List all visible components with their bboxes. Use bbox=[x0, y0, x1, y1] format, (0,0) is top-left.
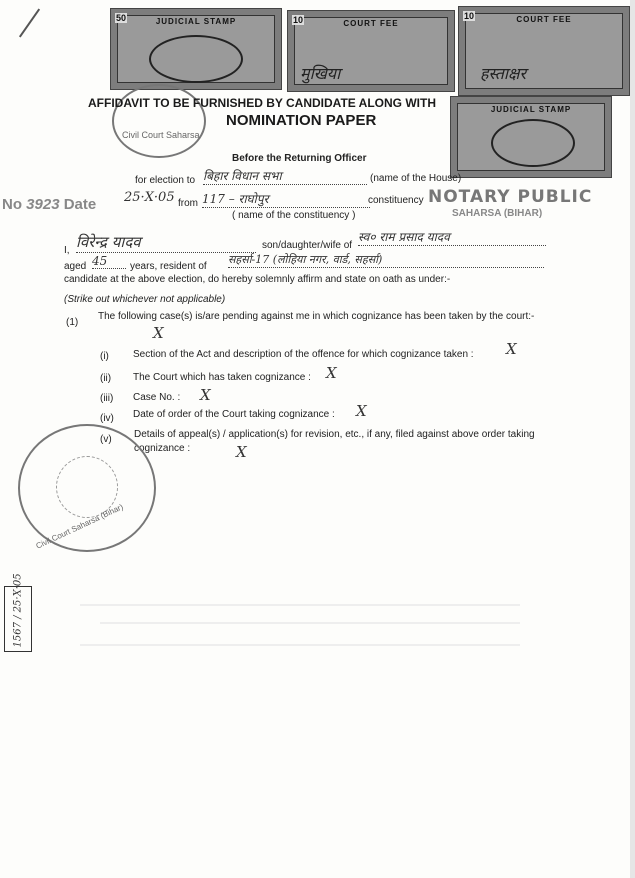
ink-mark bbox=[19, 8, 63, 53]
from-label: from bbox=[178, 198, 198, 209]
stamp-label: JUDICIAL STAMP bbox=[490, 105, 572, 114]
stamp-value: 10 bbox=[293, 15, 304, 25]
constituency-note: ( name of the constituency ) bbox=[232, 210, 356, 221]
side-note-text: 1567 / 25·X·05 bbox=[12, 573, 24, 648]
aged-label: aged bbox=[64, 261, 87, 272]
subitem-mark: X bbox=[326, 364, 337, 382]
subitem-num: (v) bbox=[100, 434, 112, 445]
subitem-num: (i) bbox=[100, 351, 109, 362]
no-label: No bbox=[2, 196, 22, 213]
strike-note: (Strike out whichever not applicable) bbox=[64, 294, 226, 305]
subitem-mark: X bbox=[236, 443, 247, 461]
subitem-text: Date of order of the Court taking cognizance : bbox=[133, 409, 335, 420]
stamp-label: COURT FEE bbox=[343, 19, 399, 28]
stamp-value: 50 bbox=[116, 13, 127, 23]
page-edge bbox=[630, 0, 635, 878]
court-seal-left bbox=[18, 424, 156, 552]
constituency-value: 117 – राघोपुर bbox=[202, 190, 370, 208]
house-value: बिहार विधान सभा bbox=[203, 167, 367, 185]
item-number: (1) bbox=[66, 317, 79, 328]
subitem-text: Details of appeal(s) / application(s) for revision, etc., if any, filed against above order taking cognizance : bbox=[134, 429, 535, 454]
registration-number bbox=[2, 196, 96, 213]
stamp-emblem-icon bbox=[149, 35, 243, 83]
signature-2: हस्ताक्षर bbox=[480, 64, 527, 83]
address-value: सहर्सा-17 (लोहिया नगर, वार्ड, सहर्सा) bbox=[228, 252, 544, 268]
subitem-mark: X bbox=[356, 402, 367, 420]
stamp-value: 10 bbox=[464, 11, 475, 21]
notary-title: NOTARY PUBLIC bbox=[428, 187, 593, 207]
stamp-emblem-icon bbox=[491, 119, 575, 167]
subitem-num: (iv) bbox=[100, 413, 114, 424]
subitem-text: Section of the Act and description of the offence for which cognizance taken : bbox=[133, 349, 474, 360]
side-note-box bbox=[4, 573, 32, 652]
subitem-mark: X bbox=[200, 386, 211, 404]
subitem-mark: X bbox=[506, 340, 517, 358]
judicial-stamp-2 bbox=[450, 96, 612, 178]
item-mark: X bbox=[153, 324, 164, 342]
seal-text: Civil Court Saharsa (Bihar) bbox=[34, 502, 125, 551]
item-text: The following case(s) is/are pending against me in which cognizance has been taken by the court:- bbox=[98, 311, 535, 322]
affirmation-statement: candidate at the above election, do hereby solemnly affirm and state on oath as under:- bbox=[64, 274, 451, 285]
for-election-label: for election to bbox=[135, 175, 196, 186]
page-title-line1: AFFIDAVIT TO BE FURNISHED BY CANDIDATE ALONG WITH bbox=[88, 96, 436, 110]
subitem-num: (iii) bbox=[100, 393, 114, 404]
i-label: I, bbox=[64, 245, 70, 256]
deponent-name: विरेन्द्र यादव bbox=[76, 232, 256, 253]
seal-text: Civil Court Saharsa bbox=[122, 130, 200, 140]
stamp-label: COURT FEE bbox=[516, 15, 572, 24]
house-suffix: (name of the House) bbox=[370, 173, 462, 184]
judicial-stamp-1 bbox=[110, 8, 282, 90]
stamp-label: JUDICIAL STAMP bbox=[155, 17, 237, 26]
years-resident-label: years, resident of bbox=[130, 261, 207, 272]
notary-place: SAHARSA (BIHAR) bbox=[452, 208, 543, 219]
signature-1: मुखिया bbox=[300, 64, 341, 83]
before-returning-officer: Before the Returning Officer bbox=[232, 153, 367, 164]
subitem-num: (ii) bbox=[100, 373, 112, 384]
bleed-through-text bbox=[80, 604, 520, 606]
no-value: 3923 bbox=[26, 196, 60, 213]
parent-name: स्व० राम प्रसाद यादव bbox=[358, 228, 546, 246]
page-title-line2: NOMINATION PAPER bbox=[226, 112, 377, 129]
relation-label: son/daughter/wife of bbox=[262, 240, 353, 251]
subitem-text: The Court which has taken cognizance : bbox=[133, 372, 311, 383]
subitem-text: Case No. : bbox=[133, 392, 181, 403]
bleed-through-text bbox=[100, 622, 520, 624]
age-value: 45 bbox=[92, 254, 126, 269]
date-value: 25·X·05 bbox=[124, 190, 175, 205]
date-label: Date bbox=[63, 196, 97, 213]
constituency-suffix: constituency bbox=[368, 195, 424, 206]
bleed-through-text bbox=[80, 644, 520, 646]
